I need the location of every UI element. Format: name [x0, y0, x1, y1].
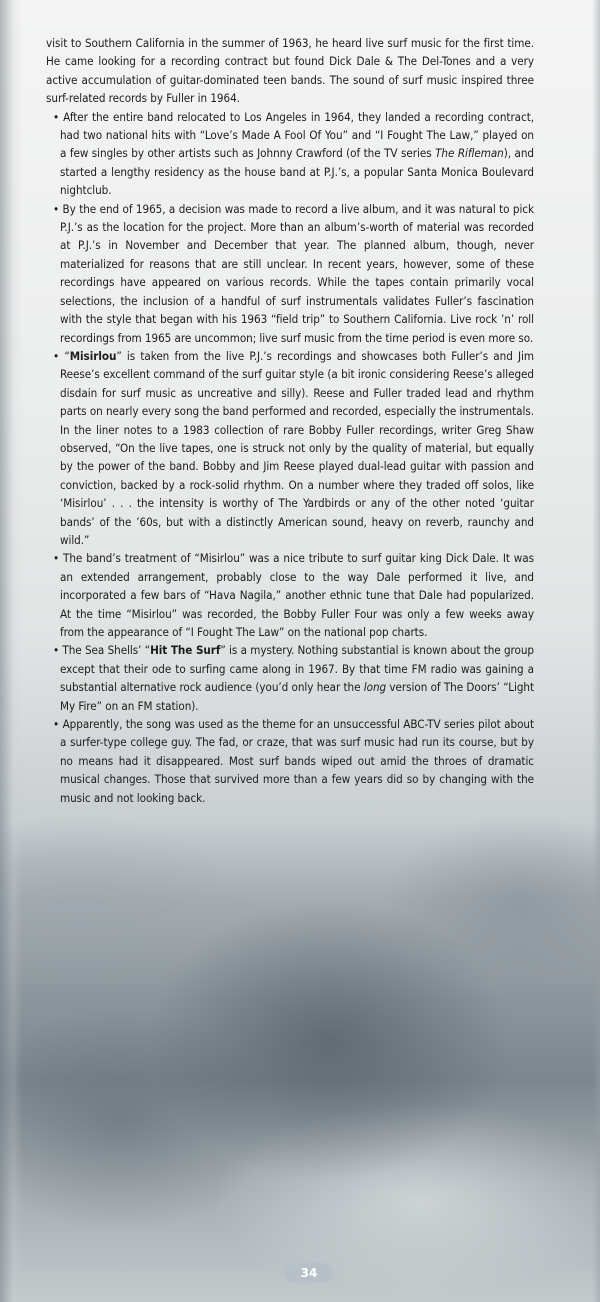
song-title-hit-the-surf: Hit The Surf [150, 643, 221, 658]
paragraph-relocation-text-a: After the entire band relocated to Los Angeles in 1964, they landed a recording contract, had two national hits with “Love’s Made A Fool Of You” and “I Fought The Law,” played on a few singles by other artists such as Johnny Crawford (of the TV series [60, 109, 535, 161]
bullet-icon: • [53, 551, 60, 566]
bullet-icon: • [53, 201, 60, 216]
bullet-icon: • [53, 717, 60, 732]
paragraph-sea-shells-text-c: version of The Doors’ “Light My Fire” on an FM station). [60, 680, 534, 713]
paragraph-live-album [46, 200, 534, 347]
emphasis-long: long [363, 680, 387, 695]
paragraph-intro [46, 34, 534, 108]
page-spine-shadow [0, 0, 22, 1302]
bullet-icon: • [53, 109, 60, 124]
paragraph-sea-shells [46, 641, 534, 715]
paragraph-relocation-text-b: ), and started a lengthy residency as the house band at P.J.’s, a popular Santa Monica Boulevard nightclub. [60, 146, 534, 198]
paragraph-sea-shells-text-a: The Sea Shells’ “ [62, 643, 151, 658]
tv-series-title: The Rifleman [435, 146, 504, 161]
bullet-icon: • [53, 348, 60, 363]
paragraph-tv-pilot-text: Apparently, the song was used as the theme for an unsuccessful ABC-TV series pilot about a surfer-type college guy. The fad, or craze, that was surf music had run its course, but by no means had it disappeared. Most surf bands wiped out amid the throes of dramatic musical changes. Those that survived more than a few years did so by changing with the music and not looking back. [60, 717, 535, 805]
paragraph-sea-shells-text-b: ” is a mystery. Nothing substantial is known about the group except that their ode to surfing came along in 1967. By that time FM radio was gaining a substantial alternative rock audience (you’d only hear the [60, 643, 534, 695]
paragraph-intro-text: visit to Southern California in the summer of 1963, he heard live surf music for the first time. He came looking for a recording contract but found Dick Dale & The Del-Tones and a very active accumulation of guitar-dominated teen bands. The sound of surf music inspired three surf-related records by Fuller in 1964. [46, 36, 534, 106]
paragraph-live-album-text: By the end of 1965, a decision was made to record a live album, and it was natural to pick P.J.’s as the location for the project. More than an album’s-worth of material was recorded at P.J.’s in November and December that year. The planned album, though, never materialized for reasons that are still unclear. In recent years, however, some of these recordings have appeared on various records. While the tapes contain primarily vocal selections, the inclusion of a handful of surf instrumentals validates Fuller’s fascination with the style that began with his 1963 “field trip” to Southern California. Live rock ’n’ roll recordings from 1965 are uncommon; live surf music from the time period is even more so. [60, 201, 535, 345]
paragraph-relocation [46, 108, 534, 200]
paragraph-misirlou [46, 347, 534, 549]
paragraph-tv-pilot [46, 715, 534, 807]
page-number-badge: 34 [285, 1263, 333, 1283]
paragraph-misirlou-text: ” is taken from the live P.J.’s recordings and showcases both Fuller’s and Jim Reese’s excellent command of the surf guitar style (a bit ironic considering Reese’s alleged disdain for surf music as uncreative and silly). Reese and Fuller traded lead and rhythm parts on nearly every song the band performed and recorded, especially the instrumentals. In the liner notes to a 1983 collection of rare Bobby Fuller recordings, writer Greg Shaw observed, “On the live tapes, one is struck not only by the quality of material, but equally by the power of the band. Bobby and Jim Reese played dual-lead guitar with passion and conviction, backed by a rock-solid rhythm. On a number where they traded off solos, like ‘Misirlou’ . . . the intensity is worthy of The Yardbirds or any of the other noted ‘guitar bands’ of the ’60s, but with a distinctly American sound, heavy on reverb, raunchy and wild.” [60, 348, 534, 547]
paragraph-tribute [46, 549, 534, 641]
page-edge-shadow [592, 0, 600, 1302]
bullet-icon: • [53, 643, 60, 658]
misirlou-open-quote: “ [64, 348, 70, 363]
song-title-misirlou: Misirlou [69, 348, 117, 363]
liner-notes-text [46, 34, 534, 807]
paragraph-tribute-text: The band’s treatment of “Misirlou” was a nice tribute to surf guitar king Dick Dale. It was an extended arrangement, probably close to the way Dale performed it live, and incorporated a few bars of “Hava Nagila,” another ethnic tune that Dale had popularized. At the time “Misirlou” was recorded, the Bobby Fuller Four was only a few weeks away from the appearance of “I Fought The Law” on the national pop charts. [60, 551, 535, 639]
